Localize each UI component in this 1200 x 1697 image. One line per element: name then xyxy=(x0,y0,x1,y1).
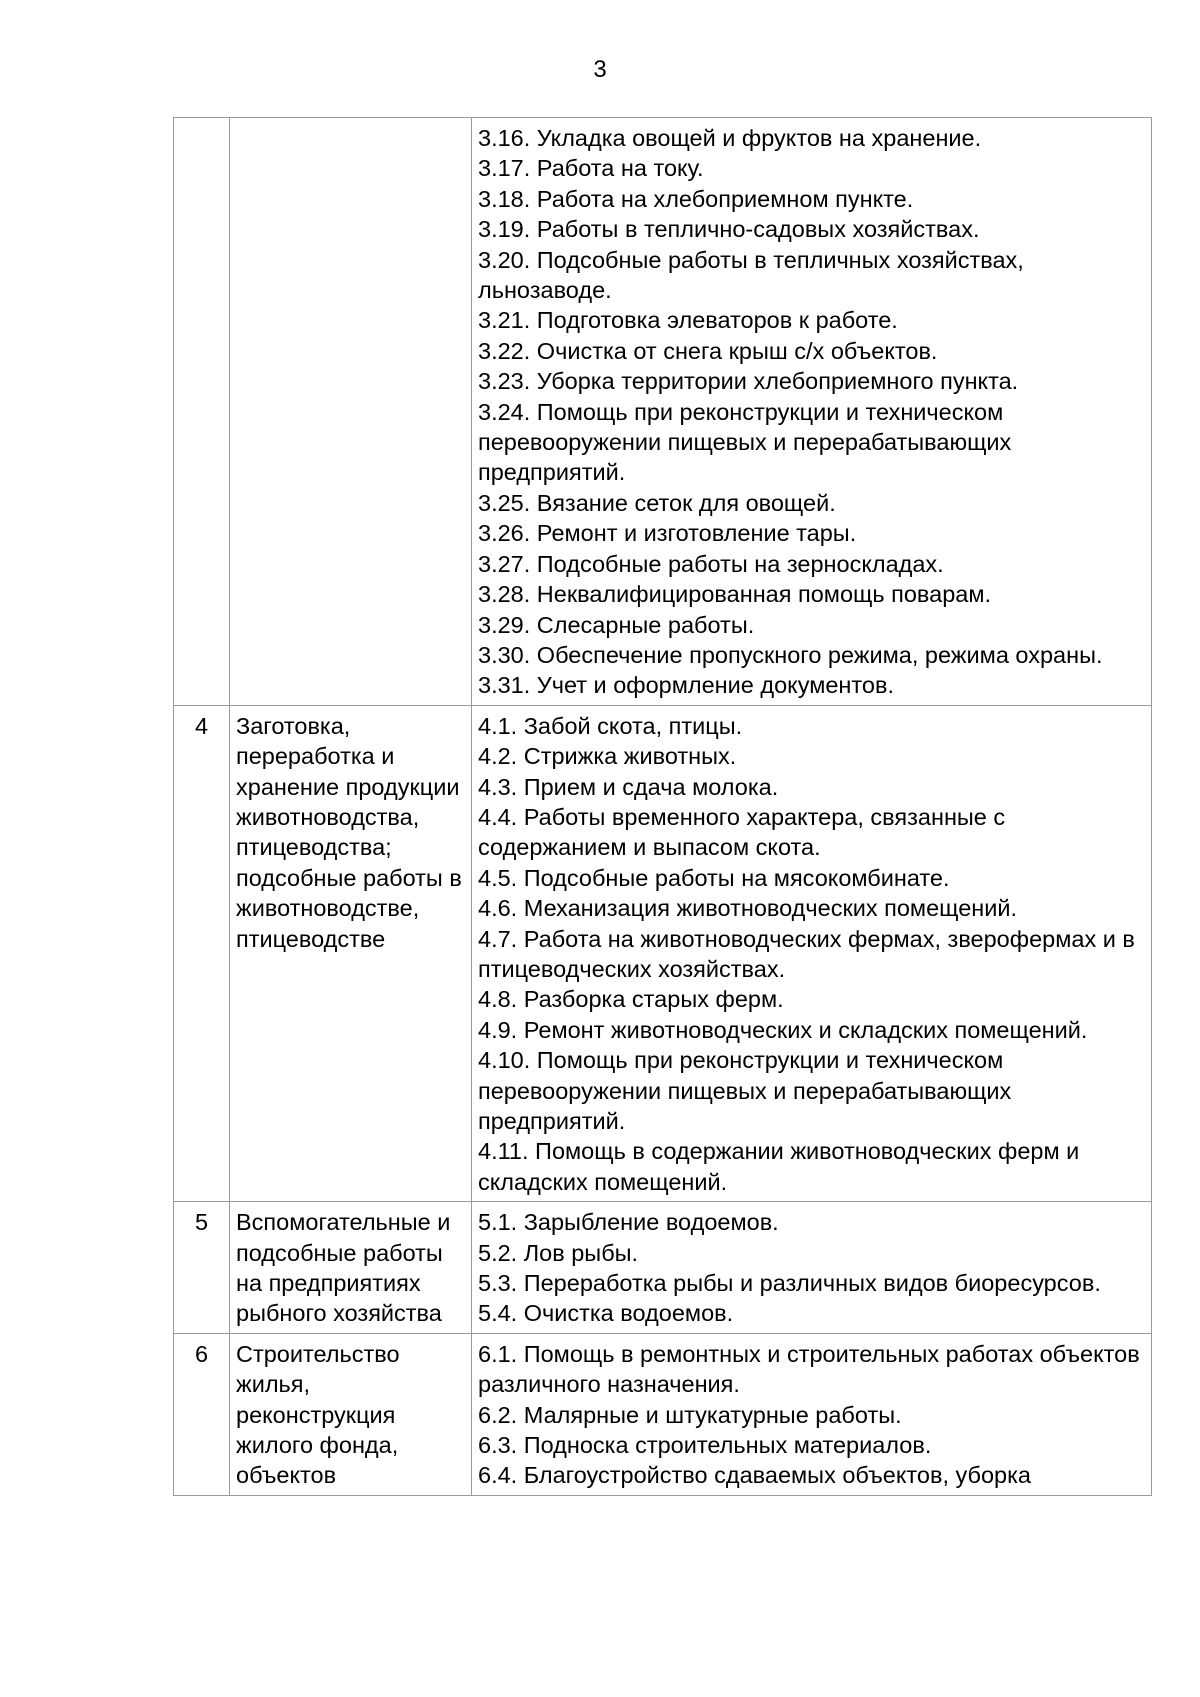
page-number: 3 xyxy=(593,56,607,83)
list-item: 3.26. Ремонт и изготовление тары. xyxy=(478,520,857,547)
list-item: 4.6. Механизация животноводческих помещений. xyxy=(478,895,1018,922)
row-category: Заготовка, переработка и хранение продукции животноводства, птицеводства; подсобные работы в животноводстве, птицеводстве xyxy=(230,705,472,1202)
list-item: 4.3. Прием и сдача молока. xyxy=(478,773,779,800)
list-item: 3.23. Уборка территории хлебоприемного пункта. xyxy=(478,368,1019,395)
list-item: 3.18. Работа на хлебоприемном пункте. xyxy=(478,185,914,212)
row-category: Строительство жилья, реконструкция жилого фонда, объектов xyxy=(230,1333,472,1495)
row-items xyxy=(472,1333,1152,1495)
list-item: 6.2. Малярные и штукатурные работы. xyxy=(478,1401,902,1428)
list-item: 4.1. Забой скота, птицы. xyxy=(478,712,743,739)
table-row xyxy=(174,1333,1152,1495)
list-item: 4.9. Ремонт животноводческих и складских помещений. xyxy=(478,1016,1088,1043)
row-number xyxy=(174,118,230,706)
table-row xyxy=(174,118,1152,706)
list-item: 5.1. Зарыбление водоемов. xyxy=(478,1209,779,1236)
list-item: 3.25. Вязание сеток для овощей. xyxy=(478,489,836,516)
list-item: 3.31. Учет и оформление документов. xyxy=(478,672,894,699)
works-table xyxy=(173,117,1152,1496)
list-item: 3.19. Работы в теплично-садовых хозяйствах. xyxy=(478,216,980,243)
list-item: 4.11. Помощь в содержании животноводческих ферм и складских помещений. xyxy=(478,1138,1080,1195)
list-item: 6.3. Подноска строительных материалов. xyxy=(478,1432,932,1459)
list-item: 3.20. Подсобные работы в тепличных хозяйствах, льнозаводе. xyxy=(478,246,1024,304)
list-item: 3.16. Укладка овощей и фруктов на хранение. xyxy=(478,125,982,151)
list-item: 5.4. Очистка водоемов. xyxy=(478,1300,734,1327)
list-item: 3.17. Работа на току. xyxy=(478,155,704,182)
list-item: 3.22. Очистка от снега крыш с/х объектов. xyxy=(478,337,938,364)
list-item: 6.4. Благоустройство сдаваемых объектов, уборка xyxy=(478,1462,1031,1489)
row-number: 6 xyxy=(174,1333,230,1495)
list-item: 3.24. Помощь при реконструкции и техническом перевооружении пищевых и перерабатывающих предприятий. xyxy=(478,398,1012,486)
list-item: 3.27. Подсобные работы на зерноскладах. xyxy=(478,550,944,577)
list-item: 6.1. Помощь в ремонтных и строительных работах объектов различного назначения. xyxy=(478,1340,1140,1398)
row-items xyxy=(472,118,1152,706)
list-item: 4.4. Работы временного характера, связанные с содержанием и выпасом скота. xyxy=(478,803,1006,861)
list-item: 5.3. Переработка рыбы и различных видов биоресурсов. xyxy=(478,1270,1101,1297)
list-item: 4.10. Помощь при реконструкции и техническом перевооружении пищевых и перерабатывающих предприятий. xyxy=(478,1047,1012,1134)
row-category: Вспомогательные и подсобные работы на предприятиях рыбного хозяйства xyxy=(230,1202,472,1334)
list-item: 3.30. Обеспечение пропускного режима, режима охраны. xyxy=(478,641,1103,668)
list-item: 4.8. Разборка старых ферм. xyxy=(478,986,784,1013)
list-item: 5.2. Лов рыбы. xyxy=(478,1239,639,1266)
row-number: 4 xyxy=(174,705,230,1202)
table-row xyxy=(174,705,1152,1202)
list-item: 3.28. Неквалифицированная помощь поварам. xyxy=(478,581,992,608)
list-item: 4.2. Стрижка животных. xyxy=(478,743,737,770)
row-items xyxy=(472,1202,1152,1334)
list-item: 4.7. Работа на животноводческих фермах, зверофермах и в птицеводческих хозяйствах. xyxy=(478,925,1135,982)
row-category xyxy=(230,118,472,706)
row-items xyxy=(472,705,1152,1202)
table-row xyxy=(174,1202,1152,1334)
list-item: 3.29. Слесарные работы. xyxy=(478,611,755,638)
list-item: 4.5. Подсобные работы на мясокомбинате. xyxy=(478,864,950,891)
row-number: 5 xyxy=(174,1202,230,1334)
list-item: 3.21. Подготовка элеваторов к работе. xyxy=(478,307,898,334)
